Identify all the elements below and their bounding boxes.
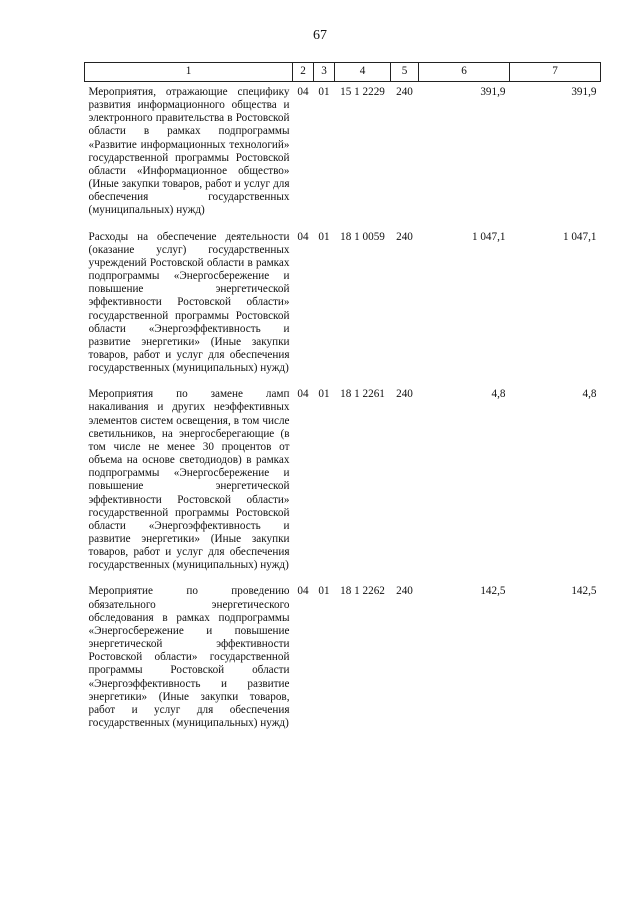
column-header-5: 5 xyxy=(391,63,419,82)
row-expense-type-code: 240 xyxy=(396,585,413,598)
row-section-code: 04 xyxy=(297,388,309,401)
table-row xyxy=(85,231,601,389)
row-target-code: 18 1 0059 xyxy=(340,230,385,243)
column-header-2: 2 xyxy=(293,63,314,82)
row-target-code: 18 1 2261 xyxy=(340,388,385,401)
row-section-code: 04 xyxy=(297,230,309,243)
row-amount-2: 1 047,1 xyxy=(562,230,597,243)
row-description: Мероприятия по замене ламп накаливания и других неэффективных элементов систем освещения, в том числе светильников, на энергосберегающие (в том числе не менее 30 процентов от объема на основе светодиодов) в рамках подпрограммы «Энергосбережение и повышение энергетической эффективности Ростовской области» государственной программы Ростовской области «Энергоэффективность и развитие энергетики» (Иные закупки товаров, работ и услуг для обеспечения государственных (муниципальных) нужд) xyxy=(88,388,290,572)
row-amount-1: 4,8 xyxy=(491,388,506,401)
column-header-3: 3 xyxy=(314,63,335,82)
table-row xyxy=(85,585,601,743)
row-subsection-code: 01 xyxy=(318,388,330,401)
row-expense-type-code: 240 xyxy=(396,388,413,401)
column-header-4: 4 xyxy=(335,63,391,82)
row-amount-2: 391,9 xyxy=(571,86,597,98)
row-expense-type-code: 240 xyxy=(396,230,413,243)
row-subsection-code: 01 xyxy=(318,86,330,98)
row-description: Мероприятия, отражающие специфику развития информационного общества и электронного правительства в Ростовской области в рамках подпрограммы «Развитие информационных технологий» государственной программы Ростовской области «Информационное общество» (Иные закупки товаров, работ и услуг для обеспечения государственных (муниципальных) нужд) xyxy=(88,86,290,217)
budget-table xyxy=(84,62,601,743)
row-amount-1: 142,5 xyxy=(480,585,506,598)
table-header-row xyxy=(85,63,601,82)
row-subsection-code: 01 xyxy=(318,585,330,598)
row-amount-1: 1 047,1 xyxy=(471,230,506,243)
row-description: Расходы на обеспечение деятельности (оказание услуг) государственных учреждений Ростовской области в рамках подпрограммы «Энергосбережение и повышение энергетической эффективности Ростовской области» государственной программы Ростовской области «Энергоэффективность и развитие энергетики» (Иные закупки товаров, работ и услуг для обеспечения государственных (муниципальных) нужд) xyxy=(88,230,290,375)
column-header-7: 7 xyxy=(510,63,601,82)
column-header-6: 6 xyxy=(419,63,510,82)
row-amount-2: 4,8 xyxy=(582,388,597,401)
row-expense-type-code: 240 xyxy=(396,86,413,98)
row-description: Мероприятие по проведению обязательного энергетического обследования в рамках подпрограммы «Энергосбережение и повышение энергетической эффективности Ростовской области» государственной программы Ростовской области «Энергоэффективность и развитие энергетики» (Иные закупки товаров, работ и услуг для обеспечения государственных (муниципальных) нужд) xyxy=(88,585,290,730)
row-section-code: 04 xyxy=(297,86,309,98)
row-amount-2: 142,5 xyxy=(571,585,597,598)
page-number: 67 xyxy=(313,28,327,43)
row-section-code: 04 xyxy=(297,585,309,598)
table-row xyxy=(85,82,601,231)
row-target-code: 15 1 2229 xyxy=(340,86,385,98)
row-subsection-code: 01 xyxy=(318,230,330,243)
table-row xyxy=(85,388,601,585)
row-target-code: 18 1 2262 xyxy=(340,585,385,598)
row-amount-1: 391,9 xyxy=(480,86,506,98)
column-header-1: 1 xyxy=(85,63,293,82)
